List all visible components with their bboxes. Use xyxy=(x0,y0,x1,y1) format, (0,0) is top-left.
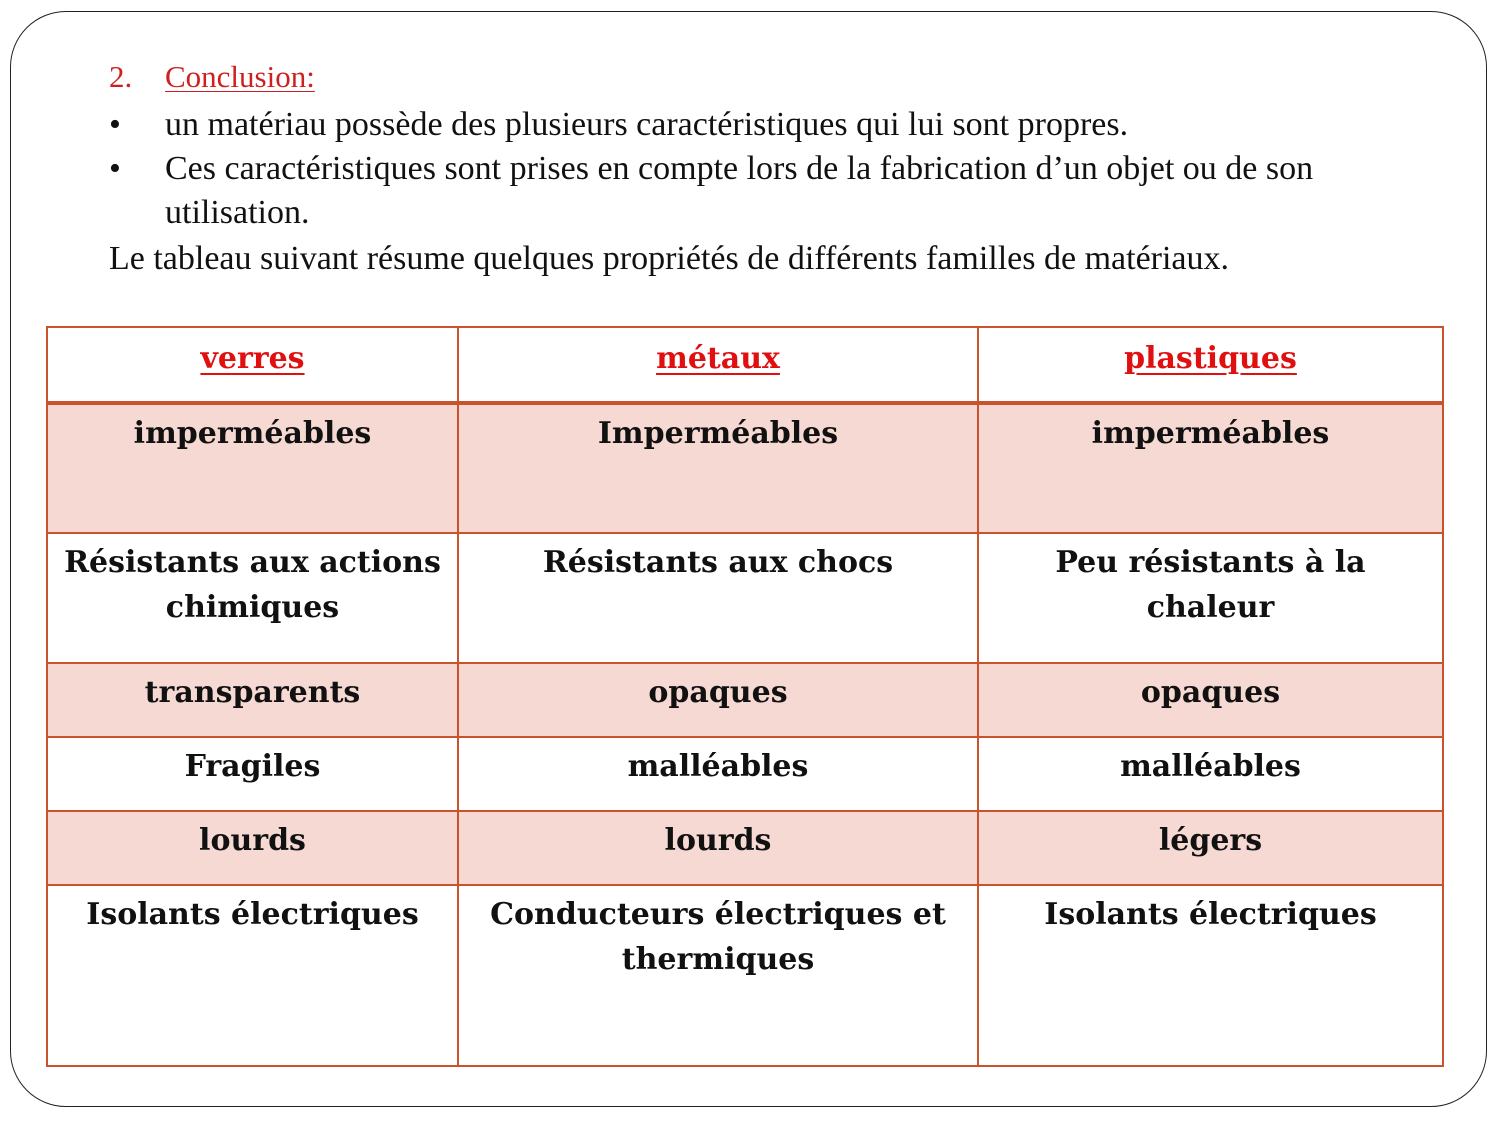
table-cell: Résistants aux actions chimiques xyxy=(47,533,458,663)
header-metaux: métaux xyxy=(458,327,978,403)
table-cell: malléables xyxy=(458,737,978,811)
table-cell: lourds xyxy=(47,811,458,885)
table-cell: imperméables xyxy=(47,403,458,533)
table-cell: Isolants électriques xyxy=(47,885,458,1066)
table-row xyxy=(47,885,1443,1066)
table-cell: Fragiles xyxy=(47,737,458,811)
table-cell: Résistants aux chocs xyxy=(458,533,978,663)
table-cell: lourds xyxy=(458,811,978,885)
table-cell: opaques xyxy=(458,663,978,737)
table-cell: transparents xyxy=(47,663,458,737)
bullet-marker: • xyxy=(109,150,121,187)
table-row xyxy=(47,737,1443,811)
section-number: 2. xyxy=(109,59,133,94)
table-row xyxy=(47,663,1443,737)
properties-table xyxy=(46,326,1444,1067)
bullet-text: Ces caractéristiques sont prises en compte lors de la fabrication d’un objet ou de son utilisation. xyxy=(165,150,1314,231)
bullet-marker: • xyxy=(109,106,121,143)
table-row xyxy=(47,403,1443,533)
table-cell: malléables xyxy=(978,737,1443,811)
table-row xyxy=(47,533,1443,663)
table-cell: Peu résistants à la chaleur xyxy=(978,533,1443,663)
section-heading xyxy=(109,58,315,96)
section-title: Conclusion: xyxy=(165,59,315,94)
header-plastiques: plastiques xyxy=(978,327,1443,403)
bullet-text: un matériau possède des plusieurs caractéristiques qui lui sont propres. xyxy=(165,106,1129,143)
table-cell: imperméables xyxy=(978,403,1443,533)
table-row xyxy=(47,811,1443,885)
table-header-row xyxy=(47,327,1443,403)
table-cell: Conducteurs électriques et thermiques xyxy=(458,885,978,1066)
header-verres: verres xyxy=(47,327,458,403)
table-cell: Isolants électriques xyxy=(978,885,1443,1066)
table-cell: légers xyxy=(978,811,1443,885)
table-cell: Imperméables xyxy=(458,403,978,533)
table-cell: opaques xyxy=(978,663,1443,737)
summary-text: Le tableau suivant résume quelques propriétés de différents familles de matériaux. xyxy=(109,240,1230,277)
